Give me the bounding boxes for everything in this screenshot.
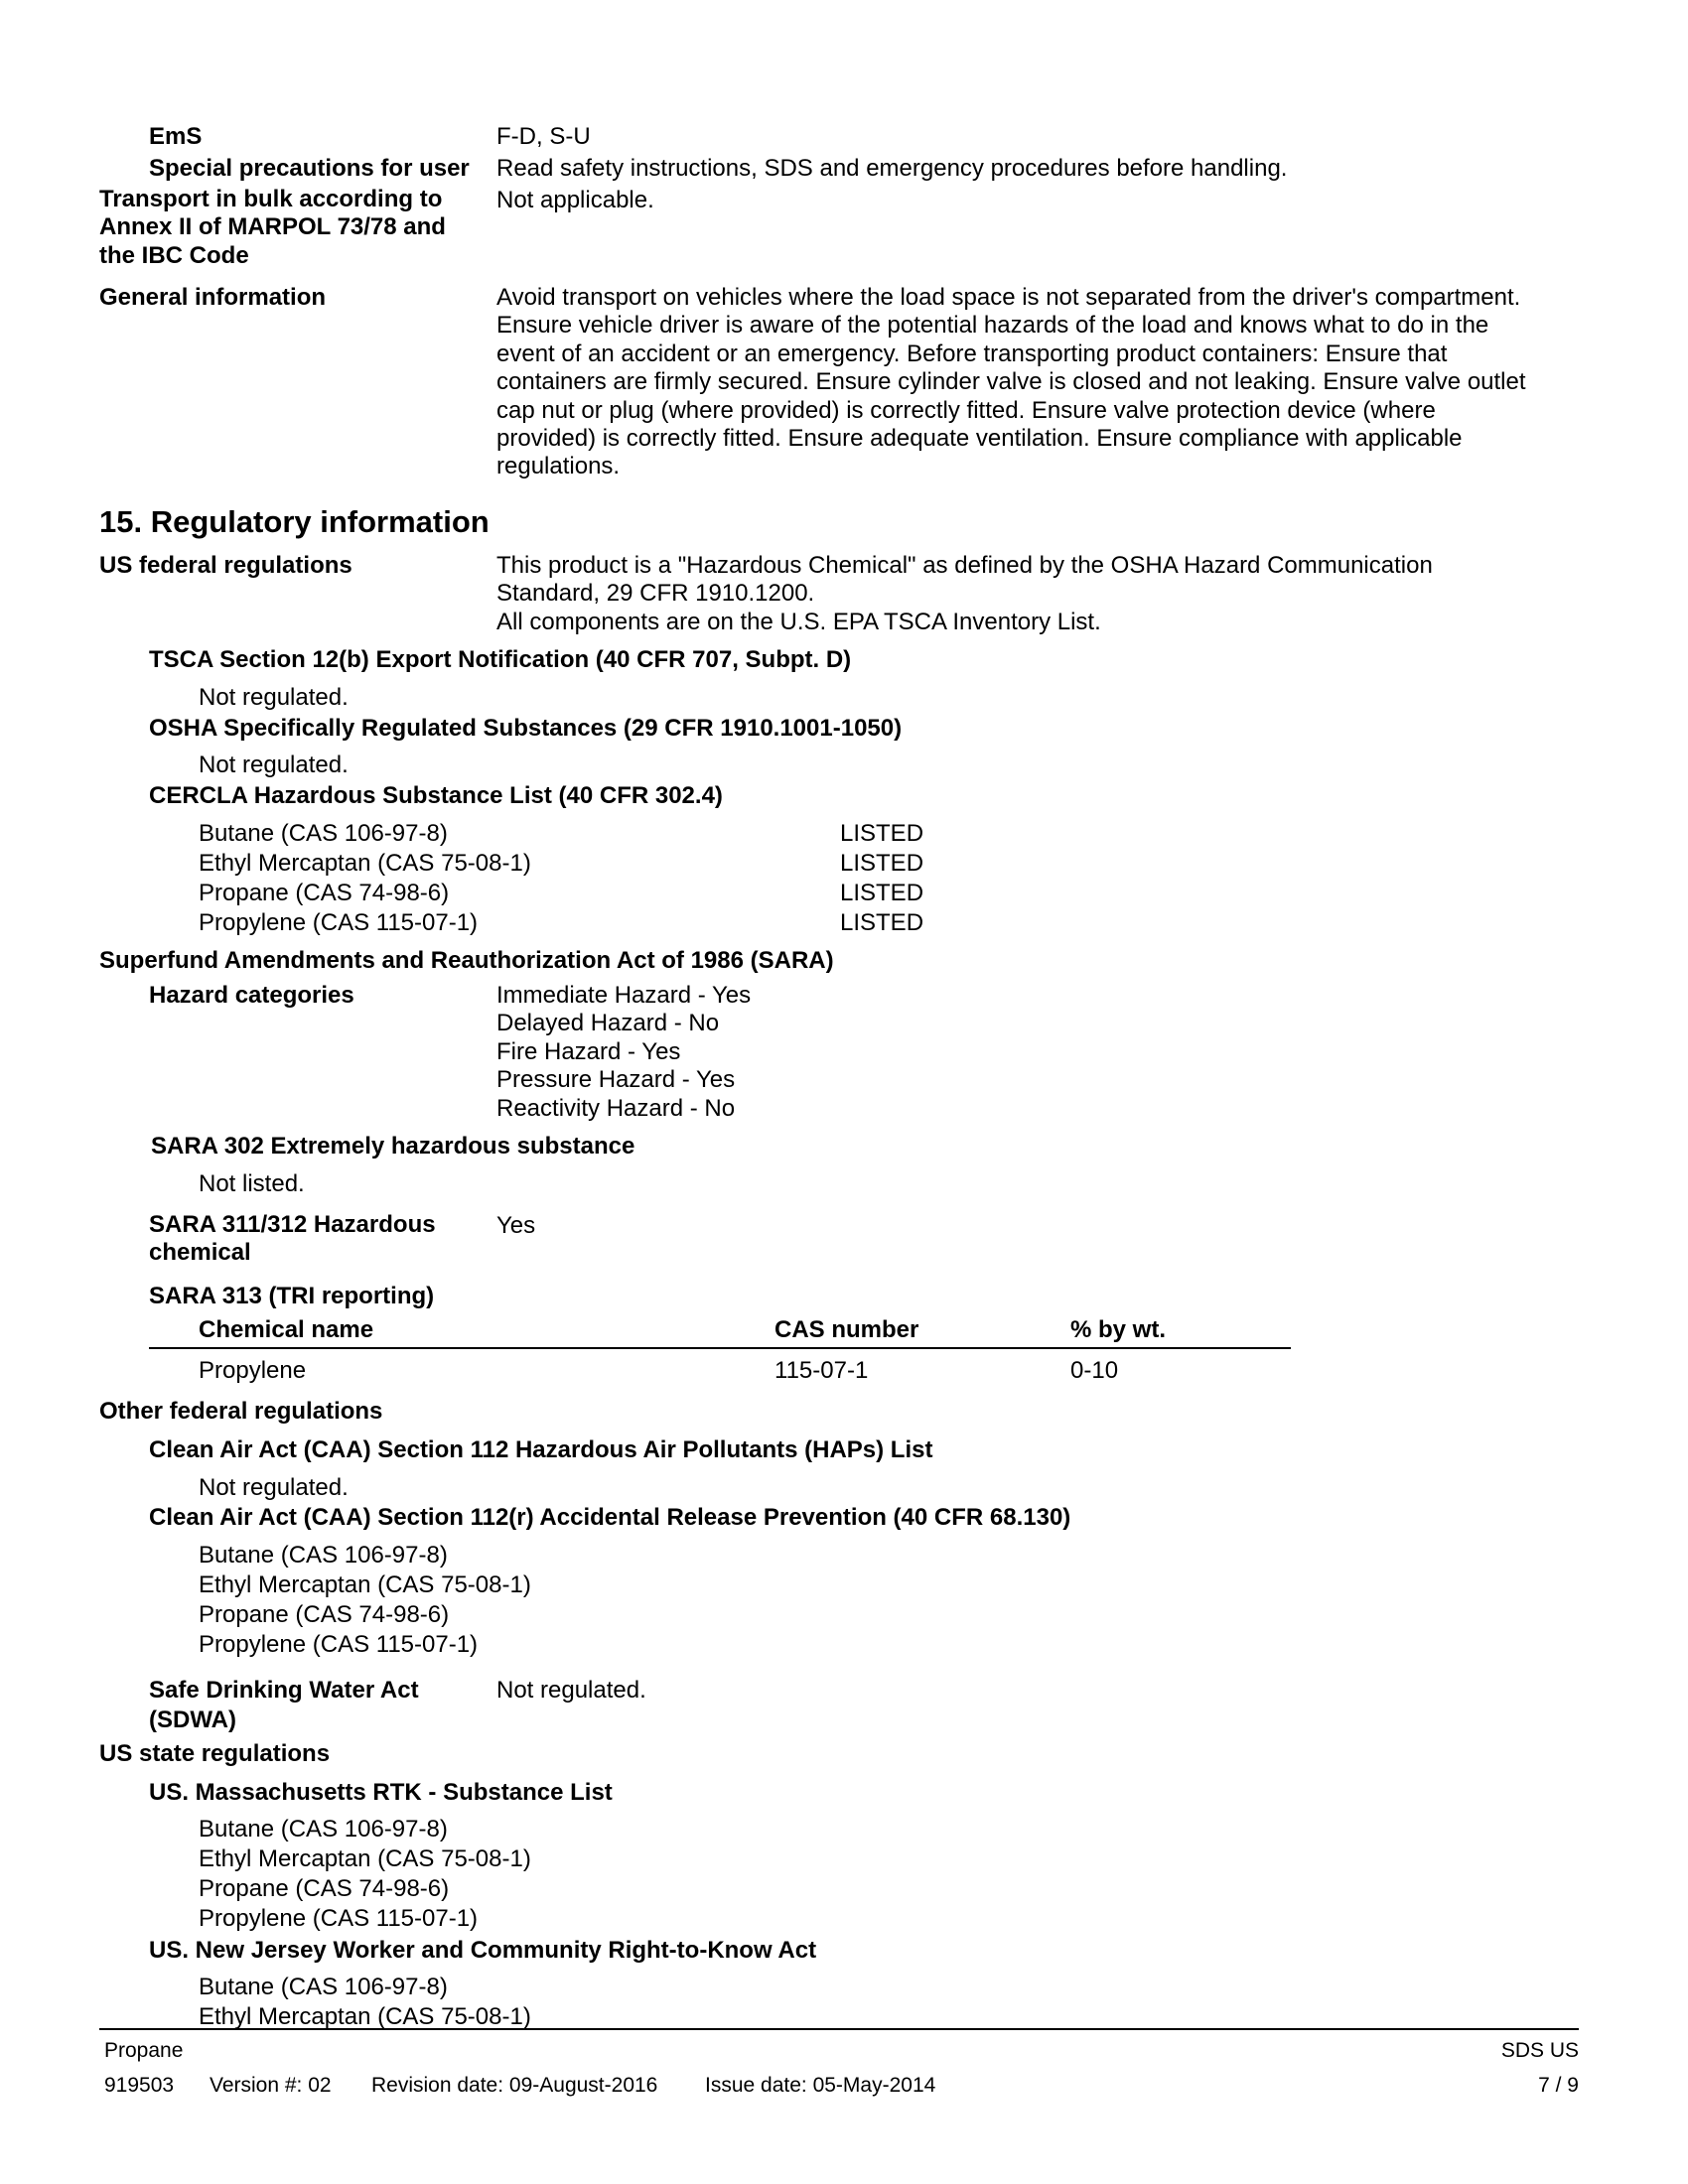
list-item: Butane (CAS 106-97-8) [199, 1816, 448, 1843]
list-item: Ethyl Mercaptan (CAS 75-08-1) [199, 850, 531, 877]
list-item: Butane (CAS 106-97-8) [199, 1974, 448, 2000]
list-item: Delayed Hazard - No [496, 1010, 720, 1037]
table-cell: 0-10 [1070, 1357, 1119, 1384]
column-header-chemical-name: Chemical name [199, 1316, 374, 1343]
list-item: Ethyl Mercaptan (CAS 75-08-1) [199, 1845, 531, 1872]
general-information-label: General information [99, 284, 327, 311]
bulk-transport-value: Not applicable. [496, 187, 654, 213]
new-jersey-list [199, 1974, 531, 2033]
section-15-heading: 15. Regulatory information [99, 504, 490, 539]
caa-112-value: Not regulated. [199, 1474, 349, 1501]
ems-value: F-D, S-U [496, 123, 591, 150]
footer-rule [99, 2028, 1579, 2030]
new-jersey-heading: US. New Jersey Worker and Community Right-to-Know Act [149, 1937, 817, 1964]
bulk-transport-label: Transport in bulk according to Annex II of MARPOL 73/78 and the IBC Code [99, 186, 446, 269]
sara-heading: Superfund Amendments and Reauthorization Act of 1986 (SARA) [99, 947, 834, 974]
tsca-value: Not regulated. [199, 684, 349, 711]
footer-revision-date: Revision date: 09-August-2016 [371, 2074, 658, 2097]
list-item: Pressure Hazard - Yes [496, 1066, 736, 1094]
general-information-text: Avoid transport on vehicles where the load space is not separated from the driver's compartment. Ensure vehicle driver is aware of the potential hazards of the load and knows what to do in the event of an accident or an emergency. Before transporting product containers: Ensure that containers are firmly secured. Ensure cylinder valve is closed and not leaking. Ensure valve outlet cap nut or plug (where provided) is correctly fitted. Ensure valve protection device (where provided) is correctly fitted. Ensure adequate ventilation. Ensure compliance with applicable regulations. [496, 284, 1526, 480]
other-federal-heading: Other federal regulations [99, 1398, 383, 1425]
special-precautions-value: Read safety instructions, SDS and emergency procedures before handling. [496, 155, 1288, 182]
table-header-rule [149, 1347, 1291, 1349]
status-value: LISTED [840, 850, 924, 877]
caa-112r-heading: Clean Air Act (CAA) Section 112(r) Accidental Release Prevention (40 CFR 68.130) [149, 1504, 1071, 1531]
list-item: Ethyl Mercaptan (CAS 75-08-1) [199, 1571, 531, 1598]
tsca-heading: TSCA Section 12(b) Export Notification (40 CFR 707, Subpt. D) [149, 646, 852, 673]
status-value: LISTED [840, 820, 924, 847]
footer-doc-number: 919503 [104, 2074, 175, 2097]
list-item: Ethyl Mercaptan (CAS 75-08-1) [199, 2003, 531, 2030]
sara-302-value: Not listed. [199, 1170, 305, 1197]
list-item: Reactivity Hazard - No [496, 1094, 736, 1122]
footer-version: Version #: 02 [210, 2074, 332, 2097]
special-precautions-label: Special precautions for user [149, 155, 470, 182]
column-header-cas-number: CAS number [774, 1316, 919, 1343]
cercla-list [199, 820, 531, 939]
massachusetts-list [199, 1816, 531, 1935]
ems-label: EmS [149, 123, 203, 150]
caa-112-heading: Clean Air Act (CAA) Section 112 Hazardous Air Pollutants (HAPs) List [149, 1436, 933, 1463]
column-header-percent-by-weight: % by wt. [1070, 1316, 1167, 1343]
footer-doc-type: SDS US [1500, 2039, 1579, 2062]
sara-311-value: Yes [496, 1212, 536, 1239]
osha-value: Not regulated. [199, 751, 349, 778]
hazard-categories-list [496, 982, 751, 1123]
us-state-heading: US state regulations [99, 1740, 331, 1767]
sara-313-heading: SARA 313 (TRI reporting) [149, 1283, 435, 1309]
list-item: Propane (CAS 74-98-6) [199, 1601, 450, 1628]
status-value: LISTED [840, 909, 924, 936]
list-item: Propane (CAS 74-98-6) [199, 880, 450, 906]
footer-page-number: 7 / 9 [1538, 2074, 1579, 2097]
cercla-status-list [840, 820, 923, 939]
hazard-categories-label: Hazard categories [149, 982, 354, 1009]
osha-heading: OSHA Specifically Regulated Substances (29 CFR 1910.1001-1050) [149, 715, 903, 742]
sara-311-label: SARA 311/312 Hazardous chemical [149, 1211, 436, 1267]
us-federal-text: This product is a "Hazardous Chemical" as defined by the OSHA Hazard Communication Standard, 29 CFR 1910.1200. All components are on the U.S. EPA TSCA Inventory List. [496, 552, 1433, 635]
us-federal-label: US federal regulations [99, 552, 352, 579]
sara-302-heading: SARA 302 Extremely hazardous substance [151, 1133, 635, 1160]
sdwa-label: Safe Drinking Water Act (SDWA) [149, 1677, 419, 1733]
list-item: Propylene (CAS 115-07-1) [199, 1905, 479, 1932]
cercla-heading: CERCLA Hazardous Substance List (40 CFR 302.4) [149, 782, 723, 809]
table-cell: Propylene [199, 1357, 307, 1384]
status-value: LISTED [840, 880, 924, 906]
list-item: Immediate Hazard - Yes [496, 982, 752, 1009]
list-item: Propylene (CAS 115-07-1) [199, 1631, 479, 1658]
list-item: Butane (CAS 106-97-8) [199, 1542, 448, 1569]
caa-112r-list [199, 1542, 531, 1661]
massachusetts-heading: US. Massachusetts RTK - Substance List [149, 1779, 613, 1806]
list-item: Butane (CAS 106-97-8) [199, 820, 448, 847]
table-cell: 115-07-1 [774, 1357, 869, 1384]
footer-issue-date: Issue date: 05-May-2014 [705, 2074, 936, 2097]
list-item: Fire Hazard - Yes [496, 1037, 681, 1065]
list-item: Propylene (CAS 115-07-1) [199, 909, 479, 936]
footer-product-name: Propane [104, 2039, 184, 2062]
list-item: Propane (CAS 74-98-6) [199, 1875, 450, 1902]
sdwa-value: Not regulated. [496, 1677, 646, 1704]
